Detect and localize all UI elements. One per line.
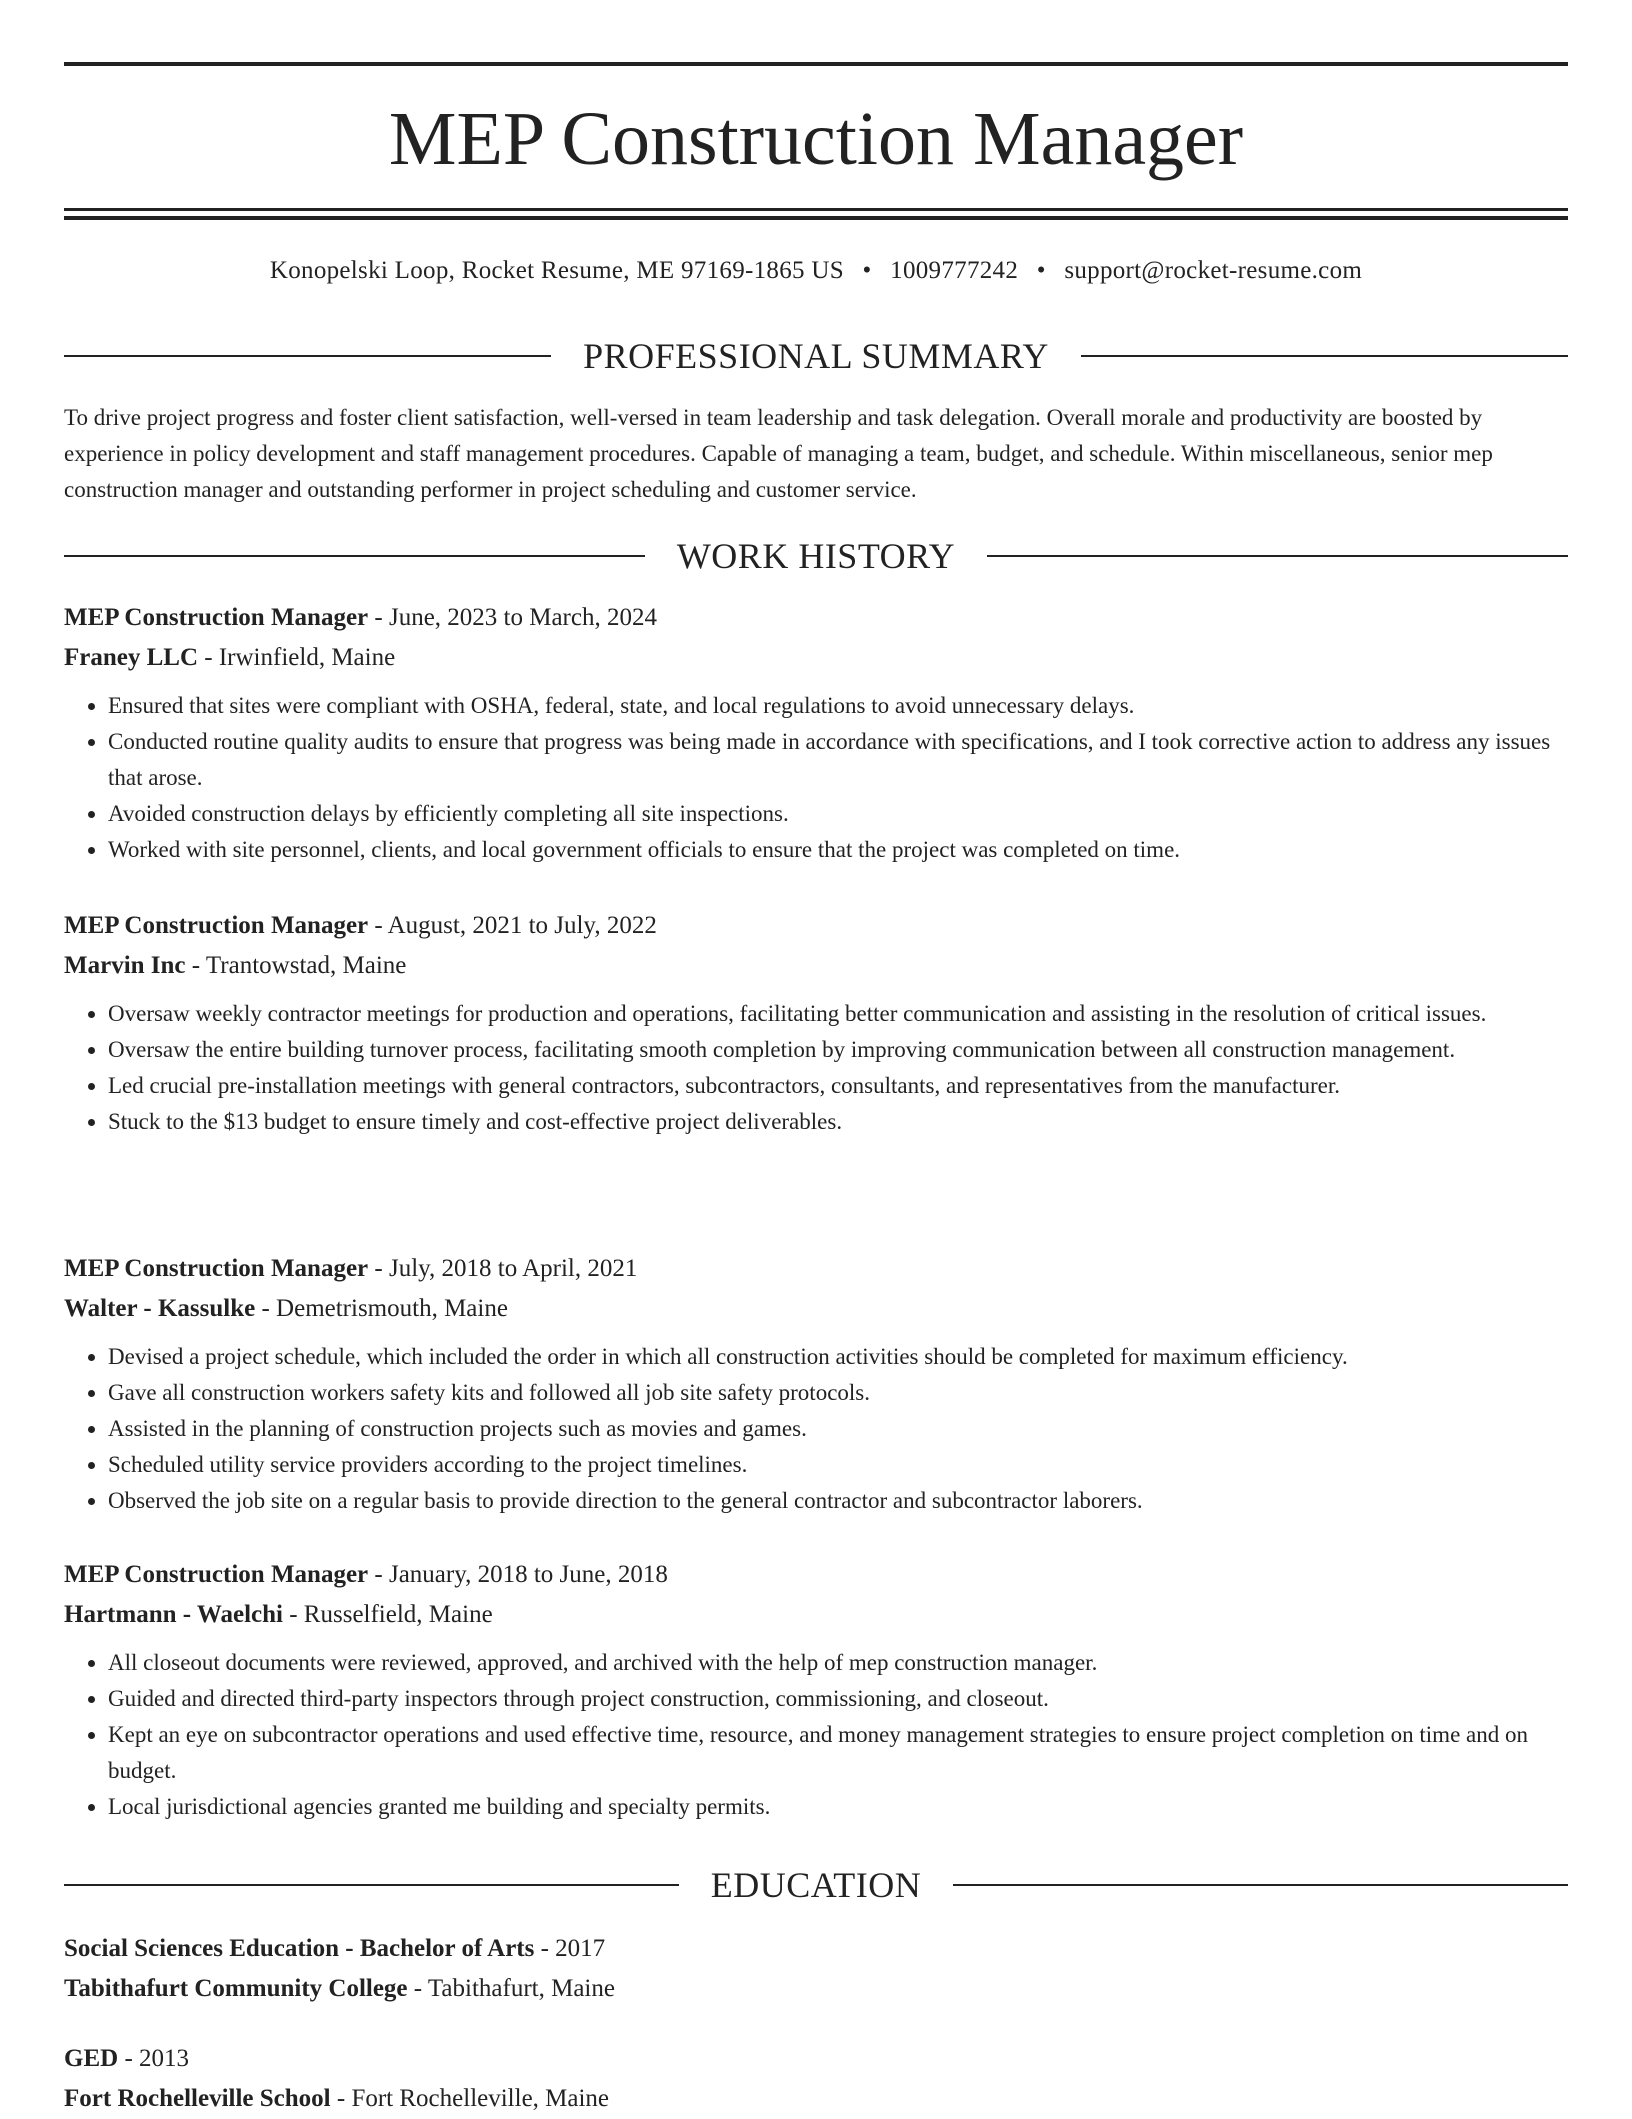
- job-company: Hartmann - Waelchi: [64, 1601, 283, 1628]
- section-title: WORK HISTORY: [676, 536, 956, 576]
- education-year: - 2013: [118, 2045, 190, 2072]
- job-title: MEP Construction Manager: [64, 912, 369, 939]
- job-bullet: • Local jurisdictional agencies granted me building and specialty permits.: [108, 1789, 1568, 1825]
- job-entry: [64, 1555, 1568, 1825]
- job-title-line: [64, 1555, 1568, 1595]
- education-degree-line: [64, 2039, 1568, 2079]
- header-bottom-rule-lower: [64, 216, 1568, 220]
- job-company: Marvin Inc: [64, 952, 186, 979]
- education-school-line: [64, 1969, 1568, 2009]
- job-bullet: • Assisted in the planning of construction projects such as movies and games.: [108, 1411, 1568, 1447]
- section-rule-left: [64, 1884, 679, 1886]
- job-title-line: [64, 906, 1568, 946]
- job-location: - Demetrismouth, Maine: [255, 1295, 508, 1322]
- job-bullet: • Ensured that sites were compliant with OSHA, federal, state, and local regulations to avoid unnecessary delays.: [108, 688, 1568, 724]
- section-rule-right: [953, 1884, 1568, 1886]
- summary-text: To drive project progress and foster client satisfaction, well-versed in team leadership and task delegation. Overall morale and productivity are boosted by experience in policy development and staff management procedures. Capable of managing a team, budget, and schedule. Within miscellaneous, senior mep construction manager and outstanding performer in project scheduling and customer service.: [64, 405, 1493, 502]
- job-company: Franey LLC: [64, 644, 199, 671]
- job-bullets: [64, 1645, 1568, 1825]
- education-year: - 2017: [534, 1935, 606, 1962]
- job-company-line: [64, 946, 1568, 986]
- job-bullet: • Conducted routine quality audits to ensure that progress was being made in accordance with specifications, and I took corrective action to address any issues that arose.: [108, 724, 1568, 796]
- job-bullets: [64, 688, 1568, 868]
- job-company: Walter - Kassulke: [64, 1295, 256, 1322]
- contact-phone: 1009777242: [890, 257, 1019, 284]
- section-rule-right: [1081, 355, 1568, 357]
- job-bullet: • Stuck to the $13 budget to ensure timely and cost-effective project deliverables.: [108, 1104, 1568, 1140]
- education-degree-line: [64, 1929, 1568, 1969]
- job-title-line: [64, 598, 1568, 638]
- contact-line: [64, 254, 1568, 288]
- job-bullets: [64, 996, 1568, 1140]
- education-school-line: [64, 2079, 1568, 2119]
- contact-address: Konopelski Loop, Rocket Resume, ME 97169-1865 US: [269, 257, 844, 284]
- job-bullet: • Devised a project schedule, which included the order in which all construction activities should be completed for maximum efficiency.: [108, 1339, 1568, 1375]
- education-entry: [64, 1929, 1568, 2009]
- job-dates: - January, 2018 to June, 2018: [368, 1561, 668, 1588]
- job-title: MEP Construction Manager: [64, 1255, 369, 1282]
- section-rule-left: [64, 355, 551, 357]
- job-dates: - July, 2018 to April, 2021: [368, 1255, 638, 1282]
- resume-name: MEP Construction Manager: [388, 97, 1244, 181]
- section-rule-left: [64, 555, 645, 557]
- job-location: - Trantowstad, Maine: [185, 952, 407, 979]
- job-entry: [64, 598, 1568, 868]
- contact-separator: •: [862, 257, 872, 284]
- job-bullet: • All closeout documents were reviewed, approved, and archived with the help of mep construction manager.: [108, 1645, 1568, 1681]
- job-location: - Russelfield, Maine: [282, 1601, 493, 1628]
- job-location: - Irwinfield, Maine: [198, 644, 396, 671]
- section-heading-summary: [64, 336, 1568, 376]
- job-bullet: • Observed the job site on a regular basis to provide direction to the general contractor and subcontractor laborers.: [108, 1483, 1568, 1519]
- job-company-line: [64, 638, 1568, 678]
- education-degree: GED: [64, 2045, 119, 2072]
- education-degree: Social Sciences Education - Bachelor of Arts: [64, 1935, 535, 1962]
- job-bullet: • Avoided construction delays by efficiently completing all site inspections.: [108, 796, 1568, 832]
- education-entry: [64, 2039, 1568, 2119]
- job-company-line: [64, 1595, 1568, 1635]
- section-title: EDUCATION: [710, 1865, 922, 1905]
- job-dates: - August, 2021 to July, 2022: [368, 912, 657, 939]
- section-heading-education: [64, 1865, 1568, 1905]
- section-title: PROFESSIONAL SUMMARY: [583, 336, 1049, 376]
- job-bullet: • Scheduled utility service providers according to the project timelines.: [108, 1447, 1568, 1483]
- education-location: - Tabithafurt, Maine: [407, 1975, 615, 2002]
- job-bullet: • Oversaw the entire building turnover process, facilitating smooth completion by improving communication between all construction management.: [108, 1032, 1568, 1068]
- job-company-line: [64, 1289, 1568, 1329]
- job-title: MEP Construction Manager: [64, 1561, 369, 1588]
- job-title: MEP Construction Manager: [64, 604, 369, 631]
- job-entry: [64, 906, 1568, 1140]
- job-bullet: • Worked with site personnel, clients, and local government officials to ensure that the project was completed on time.: [108, 832, 1568, 868]
- job-bullet: • Led crucial pre-installation meetings with general contractors, subcontractors, consultants, and representatives from the manufacturer.: [108, 1068, 1568, 1104]
- job-bullet: • Gave all construction workers safety kits and followed all job site safety protocols.: [108, 1375, 1568, 1411]
- header-bottom-rule-upper: [64, 208, 1568, 211]
- section-heading-work-history: [64, 536, 1568, 576]
- education-school: Fort Rochelleville School: [64, 2085, 331, 2112]
- job-bullets: [64, 1339, 1568, 1519]
- job-bullet: • Kept an eye on subcontractor operations and used effective time, resource, and money management strategies to ensure project completion on time and on budget.: [108, 1717, 1568, 1789]
- job-bullet: • Guided and directed third-party inspectors through project construction, commissioning, and closeout.: [108, 1681, 1568, 1717]
- contact-separator: •: [1036, 257, 1046, 284]
- job-title-line: [64, 1249, 1568, 1289]
- contact-email: support@rocket-resume.com: [1064, 257, 1363, 284]
- job-dates: - June, 2023 to March, 2024: [368, 604, 657, 631]
- header-top-rule: [64, 62, 1568, 66]
- job-entry: [64, 1249, 1568, 1519]
- education-school: Tabithafurt Community College: [64, 1975, 408, 2002]
- education-location: - Fort Rochelleville, Maine: [330, 2085, 610, 2112]
- job-bullet: • Oversaw weekly contractor meetings for production and operations, facilitating better communication and assisting in the resolution of critical issues.: [108, 996, 1568, 1032]
- section-rule-right: [987, 555, 1568, 557]
